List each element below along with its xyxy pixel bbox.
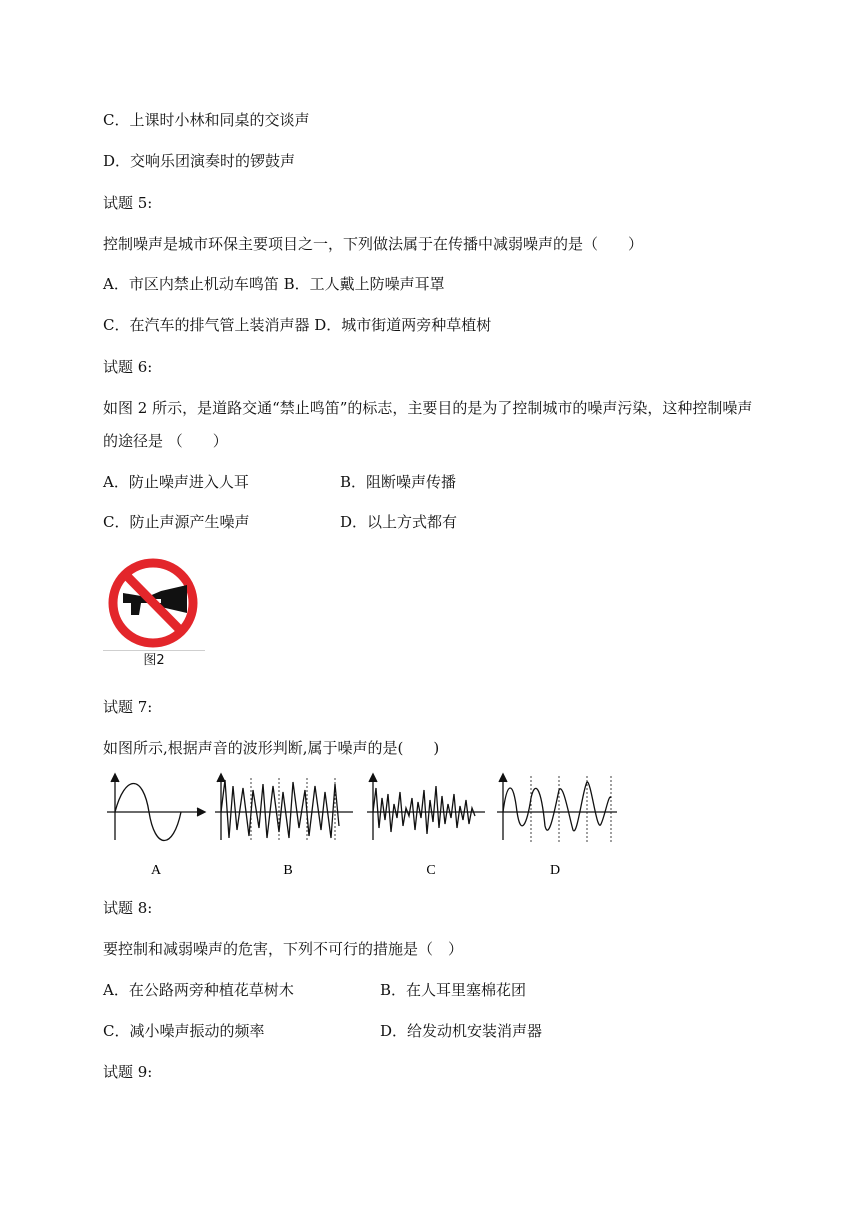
q8-title: 试题 8: xyxy=(103,899,153,917)
q4-option-d: D．交响乐团演奏时的锣鼓声 xyxy=(103,152,296,170)
waveform-d xyxy=(497,774,617,842)
q6-option-b: B．阻断噪声传播 xyxy=(340,473,457,491)
q8-option-d: D．给发动机安装消声器 xyxy=(380,1022,543,1040)
q5-title: 试题 5: xyxy=(103,194,153,212)
figure-2 xyxy=(103,555,205,673)
waveform-b xyxy=(215,774,353,842)
q6-stem-line1: 如图 2 所示，是道路交通“禁止鸣笛”的标志，主要目的是为了控制城市的噪声污染，这种控制噪声 xyxy=(103,399,753,417)
q5-options-cd: C．在汽车的排气管上装消声器 D．城市街道两旁种草植树 xyxy=(103,316,492,334)
figure-2-caption: 图2 xyxy=(143,653,165,668)
q5-stem: 控制噪声是城市环保主要项目之一，下列做法属于在传播中减弱噪声的是（ ） xyxy=(103,235,644,253)
q7-title: 试题 7: xyxy=(103,698,153,716)
q6-option-d: D．以上方式都有 xyxy=(340,513,458,531)
q8-option-c: C．减小噪声振动的频率 xyxy=(103,1022,265,1040)
q4-option-c: C．上课时小林和同桌的交谈声 xyxy=(103,111,310,129)
waveform-b-label: B xyxy=(283,863,293,878)
waveform-c xyxy=(367,774,485,840)
q8-option-b: B．在人耳里塞棉花团 xyxy=(380,981,527,999)
no-honking-sign-icon xyxy=(103,555,205,650)
waveform-figure xyxy=(103,768,623,880)
q6-title: 试题 6: xyxy=(103,358,153,376)
q9-title: 试题 9: xyxy=(103,1063,153,1081)
q6-option-c: C．防止声源产生噪声 xyxy=(103,513,250,531)
q8-stem: 要控制和减弱噪声的危害，下列不可行的措施是（ ） xyxy=(103,940,464,958)
q7-stem: 如图所示,根据声音的波形判断,属于噪声的是( ) xyxy=(103,739,440,757)
figure-rule xyxy=(103,650,205,651)
waveform-a xyxy=(107,774,205,841)
waveform-a-label: A xyxy=(150,863,162,878)
q6-stem-line2: 的途径是 （ ） xyxy=(103,432,228,450)
q5-options-ab: A．市区内禁止机动车鸣笛 B．工人戴上防噪声耳罩 xyxy=(103,275,445,293)
q6-option-a: A．防止噪声进入人耳 xyxy=(103,473,249,491)
q8-option-a: A．在公路两旁种植花草树木 xyxy=(103,981,294,999)
waveform-c-label: C xyxy=(426,863,436,878)
waveform-d-label: D xyxy=(549,863,561,878)
